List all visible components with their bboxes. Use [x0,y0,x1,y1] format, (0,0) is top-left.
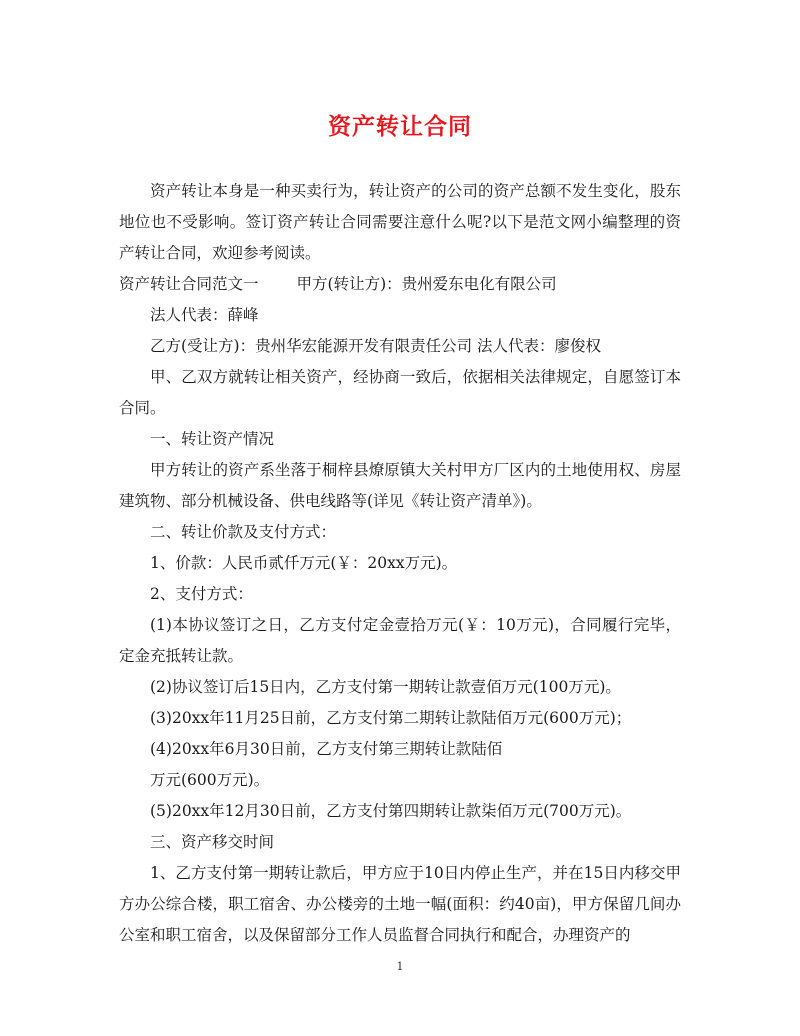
section-heading-1: 一、转让资产情况 [150,430,275,448]
intro-paragraph: 资产转让本身是一种买卖行为，转让资产的公司的资产总额不发生变化，股东地位也不受影响。签订资产转让合同需要注意什么呢?以下是范文网小编整理的资产转让合同，欢迎参考阅读。 [119,182,681,262]
payment-item-5: (5)20xx年12月30日前，乙方支付第四期转让款柒佰万元(700万元)。 [150,802,632,820]
price-clause: 1、价款：人民币贰仟万元(￥：20xx万元)。 [150,554,458,572]
party-b-line: 乙方(受让方)：贵州华宏能源开发有限责任公司 法人代表：廖俊权 [150,337,602,355]
payment-item-4: (4)20xx年6月30日前，乙方支付第三期转让款陆佰 [150,740,503,758]
contract-sample-heading: 资产转让合同范文一 [119,275,259,293]
party-a-line: 甲方(转让方)：贵州爱东电化有限公司 [296,275,557,293]
page-number: 1 [396,960,404,973]
payment-item-2: (2)协议签订后15日内，乙方支付第一期转让款壹佰万元(100万元)。 [150,678,621,696]
payment-item-1: (1)本协议签订之日，乙方支付定金壹拾万元(￥：10万元)，合同履行完毕，定金充抵转让款。 [119,616,681,665]
payment-method-heading: 2、支付方式： [150,585,253,603]
asset-description: 甲方转让的资产系坐落于桐梓县燎原镇大关村甲方厂区内的土地使用权、房屋建筑物、部分机械设备、供电线路等(详见《转让资产清单》)。 [119,461,681,510]
section-heading-3: 三、资产移交时间 [150,833,275,851]
payment-item-4-continued: 万元(600万元)。 [150,771,270,789]
contract-sample-heading-line [119,269,681,300]
payment-item-3: (3)20xx年11月25日前，乙方支付第二期转让款陆佰万元(600万元)； [150,709,632,727]
transfer-time-clause: 1、乙方支付第一期转让款后，甲方应于10日内停止生产，并在15日内移交甲方办公综合楼，职工宿舍、办公楼旁的土地一幅(面积：约40亩)，甲方保留几间办公室和职工宿舍，以及保留部分工作人员监督合同执行和配合，办理资产的 [119,864,681,944]
document-body [119,176,681,951]
document-title: 资产转让合同 [328,113,472,140]
agreement-paragraph: 甲、乙双方就转让相关资产，经协商一致后，依据相关法律规定，自愿签订本合同。 [119,368,681,417]
section-heading-2: 二、转让价款及支付方式： [150,523,337,541]
party-a-representative: 法人代表：薛峰 [150,306,259,324]
